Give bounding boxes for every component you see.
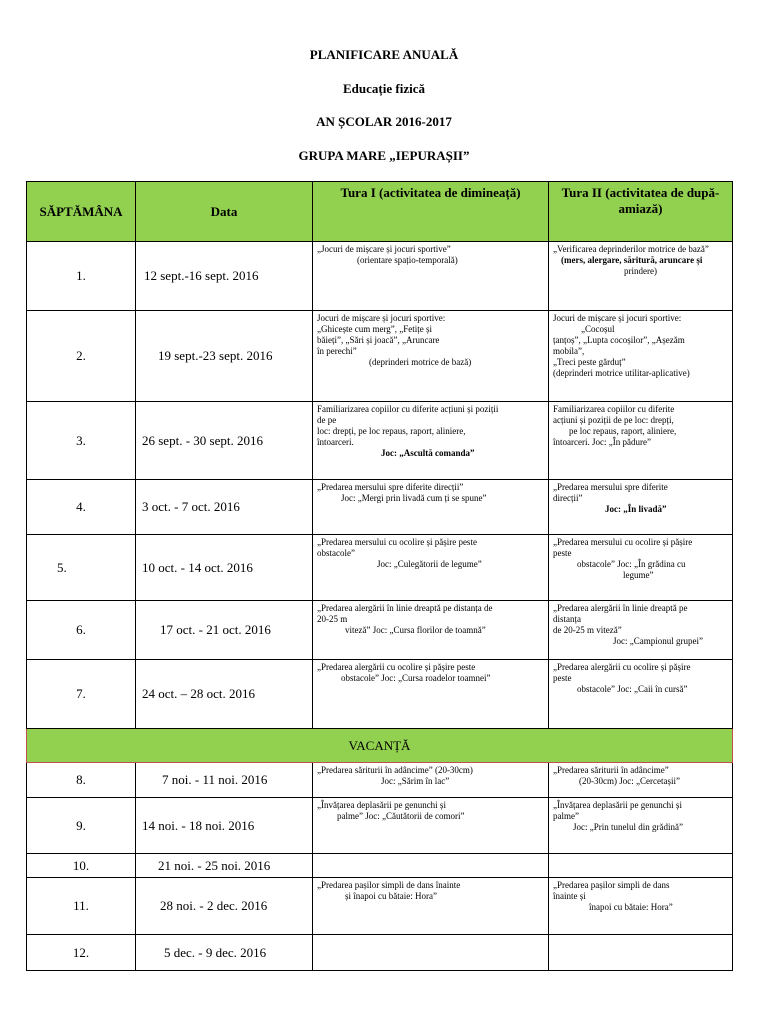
- date-text: 28 noi. - 2 dec. 2016: [160, 898, 268, 913]
- activity-line: Joc: „Sărim în lac”: [381, 776, 450, 786]
- shift2-cell: [549, 878, 733, 935]
- activity-line: peste: [553, 548, 572, 558]
- shift1-cell: [313, 535, 549, 601]
- vacation-label: VACANȚĂ: [27, 729, 733, 763]
- activity-line: Joc: „În livadă”: [605, 504, 667, 514]
- group-name: GRUPA MARE „IEPURAȘII”: [298, 148, 470, 163]
- shift2-cell: [549, 854, 733, 878]
- activity-line: „Predarea alergării în linie dreaptă pe: [553, 603, 688, 613]
- date-text: 19 sept.-23 sept. 2016: [158, 348, 273, 363]
- activity-line: de pe: [317, 415, 337, 425]
- shift1-cell: [313, 601, 549, 660]
- shift1-cell: [313, 402, 549, 480]
- table-row: [27, 535, 733, 601]
- activity-line: „Verificarea deprinderilor motrice de bază”: [553, 244, 709, 254]
- date-text: 21 noi. - 25 noi. 2016: [158, 857, 271, 873]
- activity-line: „Jocuri de mișcare și jocuri sportive”: [317, 244, 451, 254]
- shift1-cell: [313, 242, 549, 311]
- activity-line: „Predarea mersului spre diferite: [553, 482, 668, 492]
- activity-line: „Predarea mersului cu ocolire și pășire peste: [317, 537, 477, 547]
- week-text: 5.: [57, 559, 67, 575]
- activity-line: acțiuni și poziții de pe loc: drepți,: [553, 415, 674, 425]
- activity-line: băieți”, „Sări și joacă”, „Aruncare: [317, 335, 440, 345]
- table-row: [27, 798, 733, 854]
- activity-line: prindere): [624, 266, 657, 276]
- table-row: [27, 854, 733, 878]
- date-text: 3 oct. - 7 oct. 2016: [142, 499, 240, 514]
- header-shift1: Tura I (activitatea de dimineață): [313, 182, 549, 242]
- table-row: [27, 480, 733, 535]
- school-year: AN ȘCOLAR 2016-2017: [316, 114, 452, 129]
- activity-line: „Predarea mersului spre diferite direcții”: [317, 482, 464, 492]
- table-row: [27, 660, 733, 729]
- activity-line: „Predarea pașilor simpli de dans înainte: [317, 880, 461, 890]
- date-text: 17 oct. - 21 oct. 2016: [160, 622, 271, 637]
- activity-line: întoarceri. Joc: „În pădure”: [553, 437, 651, 447]
- date-text: 24 oct. – 28 oct. 2016: [142, 686, 256, 701]
- shift1-cell: [313, 763, 549, 798]
- activity-line: în perechi”: [317, 346, 357, 356]
- activity-line: Joc: „Mergi prin livadă cum ți se spune”: [341, 493, 487, 503]
- date-text: 5 dec. - 9 dec. 2016: [164, 944, 267, 960]
- shift2-cell: [549, 660, 733, 729]
- activity-line: obstacole” Joc: „În grădina cu: [577, 559, 686, 569]
- table-row: [27, 242, 733, 311]
- table-row: [27, 402, 733, 480]
- activity-line: loc: drepți, pe loc repaus, raport, aliniere,: [317, 426, 466, 436]
- table-header-row: [27, 182, 733, 242]
- date-cell: [136, 242, 313, 311]
- date-cell: [136, 480, 313, 535]
- activity-line: Joc: „Prin tunelul din grădină”: [573, 822, 683, 832]
- activity-line: Joc: „Campionul grupei”: [613, 636, 703, 646]
- header-shift2: Tura II (activitatea de după-amiază): [549, 182, 733, 242]
- date-cell: [136, 535, 313, 601]
- activity-line: (deprinderi motrice de bază): [369, 357, 472, 367]
- week-cell: [27, 535, 136, 601]
- subject-title: Educație fizică: [343, 81, 425, 96]
- activity-line: peste: [553, 673, 572, 683]
- activity-line: „Ghicește cum merg”, „Fetițe și: [317, 324, 433, 334]
- activity-line: palme”: [553, 811, 579, 821]
- activity-line: „Învățarea deplasării pe genunchi și: [553, 800, 682, 810]
- week-cell: 2.: [27, 311, 136, 402]
- activity-line: Familiarizarea copiilor cu diferite: [553, 404, 675, 414]
- activity-line: legume”: [623, 570, 654, 580]
- activity-line: „Predarea alergării cu ocolire și pășire: [553, 662, 691, 672]
- date-cell: [136, 763, 313, 798]
- shift2-cell: [549, 601, 733, 660]
- shift1-cell: [313, 854, 549, 878]
- date-cell: [136, 311, 313, 402]
- activity-line: și înapoi cu bătaie: Hora”: [345, 891, 437, 901]
- week-cell: 11.: [27, 878, 136, 935]
- activity-line: înapoi cu bătaie: Hora”: [589, 902, 673, 912]
- activity-line: pe loc repaus, raport, aliniere,: [569, 426, 677, 436]
- activity-line: „Treci peste gărduț”: [553, 357, 626, 367]
- week-cell: 3.: [27, 402, 136, 480]
- activity-line: „Predarea săriturii în adâncime” (20-30cm): [317, 765, 473, 775]
- date-text: 26 sept. - 30 sept. 2016: [142, 432, 263, 448]
- shift2-cell: [549, 242, 733, 311]
- activity-line: (mers, alergare, săritură, aruncare și: [561, 255, 703, 265]
- date-text: 7 noi. - 11 noi. 2016: [162, 772, 268, 787]
- activity-line: Familiarizarea copiilor cu diferite acțiuni și poziții: [317, 404, 499, 414]
- activity-line: 20-25 m: [317, 614, 348, 624]
- shift1-cell: [313, 660, 549, 729]
- shift1-cell: [313, 798, 549, 854]
- activity-line: obstacole”: [317, 548, 355, 558]
- activity-line: „Predarea alergării cu ocolire și pășire peste: [317, 662, 476, 672]
- activity-line: țanțoș”, „Lupta cocoșilor”, „Așezăm: [553, 335, 685, 345]
- shift2-cell: [549, 935, 733, 971]
- date-cell: [136, 854, 313, 878]
- activity-line: (deprinderi motrice utilitar-aplicative): [553, 368, 690, 378]
- planning-table: [26, 181, 733, 971]
- activity-line: mobila”,: [553, 346, 585, 356]
- date-cell: [136, 402, 313, 480]
- activity-line: Jocuri de mișcare și jocuri sportive:: [553, 313, 682, 323]
- shift2-cell: [549, 798, 733, 854]
- table-row: [27, 935, 733, 971]
- activity-line: înainte și: [553, 891, 586, 901]
- activity-line: palme” Joc: „Căutătorii de comori”: [337, 811, 465, 821]
- shift2-cell: [549, 480, 733, 535]
- activity-line: (20-30cm) Joc: „Cercetașii”: [579, 776, 680, 786]
- activity-line: direcții”: [553, 493, 583, 503]
- week-cell: 1.: [27, 242, 136, 311]
- activity-line: „Cocoșul: [581, 324, 615, 334]
- shift2-cell: [549, 535, 733, 601]
- date-cell: [136, 878, 313, 935]
- header-week: SĂPTĂMÂNA: [27, 182, 136, 242]
- table-row: [27, 763, 733, 798]
- activity-line: viteză” Joc: „Cursa florilor de toamnă”: [345, 625, 486, 635]
- header-date: Data: [136, 182, 313, 242]
- activity-line: „Învățarea deplasării pe genunchi și: [317, 800, 446, 810]
- week-cell: 10.: [27, 854, 136, 878]
- date-text: 14 noi. - 18 noi. 2016: [142, 817, 255, 833]
- activity-line: „Predarea pașilor simpli de dans: [553, 880, 670, 890]
- shift1-cell: [313, 311, 549, 402]
- activity-line: (orientare spațio-temporală): [357, 255, 458, 265]
- shift2-cell: [549, 763, 733, 798]
- week-cell: 9.: [27, 798, 136, 854]
- date-cell: [136, 601, 313, 660]
- date-cell: [136, 798, 313, 854]
- week-cell: 6.: [27, 601, 136, 660]
- activity-line: „Predarea alergării în linie dreaptă pe distanța de: [317, 603, 493, 613]
- week-cell: 8.: [27, 763, 136, 798]
- activity-line: Jocuri de mișcare și jocuri sportive:: [317, 313, 446, 323]
- shift1-cell: [313, 878, 549, 935]
- activity-line: Joc: „Culegătorii de legume”: [377, 559, 482, 569]
- table-row: [27, 311, 733, 402]
- activity-line: obstacole” Joc: „Cursa roadelor toamnei”: [341, 673, 491, 683]
- date-text: 10 oct. - 14 oct. 2016: [142, 559, 253, 575]
- week-cell: 7.: [27, 660, 136, 729]
- shift2-cell: [549, 311, 733, 402]
- shift2-cell: [549, 402, 733, 480]
- activity-line: Joc: „Ascultă comanda”: [381, 448, 475, 458]
- activity-line: „Predarea săriturii în adâncime”: [553, 765, 669, 775]
- date-cell: [136, 935, 313, 971]
- vacation-row: [27, 729, 733, 763]
- activity-line: de 20-25 m viteză”: [553, 625, 622, 635]
- activity-line: „Predarea mersului cu ocolire și pășire: [553, 537, 693, 547]
- page-title: PLANIFICARE ANUALĂ: [309, 47, 459, 62]
- activity-line: obstacole” Joc: „Caii în cursă”: [577, 684, 688, 694]
- date-cell: [136, 660, 313, 729]
- date-text: 12 sept.-16 sept. 2016: [144, 268, 259, 283]
- shift1-cell: [313, 480, 549, 535]
- activity-line: distanța: [553, 614, 581, 624]
- table-row: [27, 878, 733, 935]
- shift1-cell: [313, 935, 549, 971]
- week-cell: 12.: [27, 935, 136, 971]
- activity-line: întoarceri.: [317, 437, 354, 447]
- week-cell: 4.: [27, 480, 136, 535]
- table-row: [27, 601, 733, 660]
